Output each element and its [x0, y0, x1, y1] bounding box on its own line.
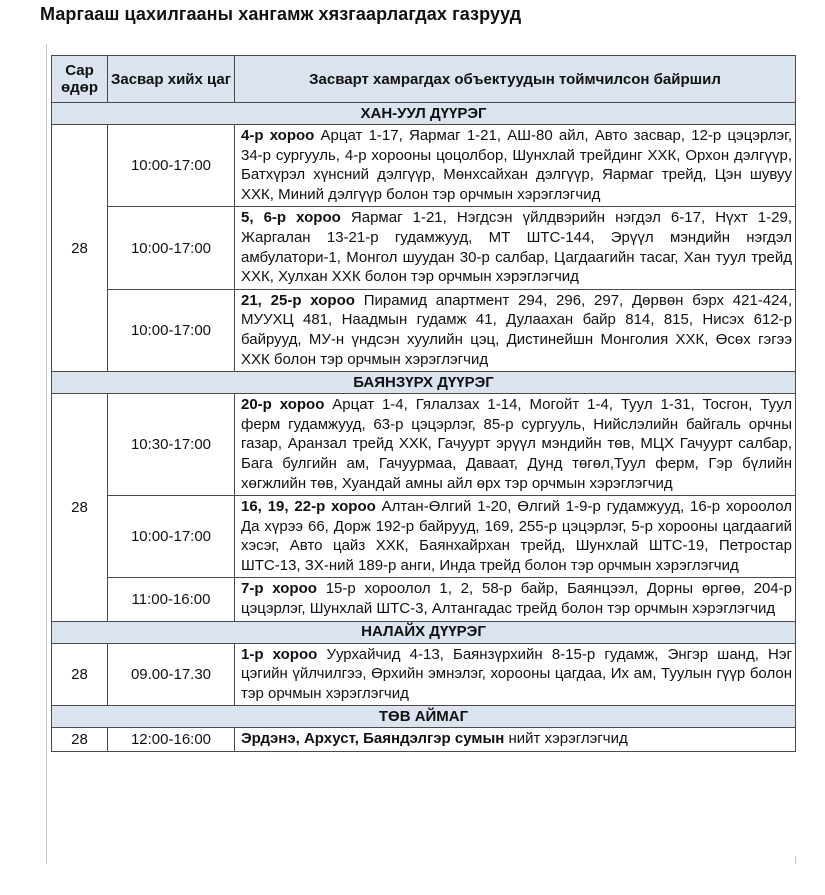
- time-cell: 10:00-17:00: [108, 207, 235, 289]
- district-name: БАЯНЗҮРХ ДҮҮРЭГ: [52, 372, 796, 394]
- location-text: нийт хэрэглэгчид: [504, 730, 628, 748]
- day-cell: 28: [52, 394, 108, 622]
- location-cell: [235, 125, 796, 207]
- table-row: [52, 289, 796, 371]
- district-name: ХАН-УУЛ ДҮҮРЭГ: [52, 103, 796, 125]
- district-name: ТӨВ АЙМАГ: [52, 706, 796, 728]
- khoroo-label: 21, 25-р хороо: [241, 291, 355, 309]
- district-row: [52, 103, 796, 125]
- time-cell: 12:00-16:00: [108, 728, 235, 752]
- location-cell: [235, 578, 796, 621]
- district-row: [52, 621, 796, 643]
- location-text: Уурхайчид 4-13, Баянзүрхийн 8-15-р гудамж, Энгэр шанд, Нэг цэгийн үйлчилгээ, Өрхийн эмнэлэг, хорооны цагдаа, Их ам, Туулын гүүр болон тэр орчмын хэрэглэгчид: [241, 645, 792, 702]
- location-cell: [235, 496, 796, 578]
- time-cell: 11:00-16:00: [108, 578, 235, 621]
- page-frame-line: [795, 856, 796, 864]
- table-row: [52, 207, 796, 289]
- location-text: Алтан-Өлгий 1-20, Өлгий 1-9-р гудамжууд, 16-р хороолол Да хүрээ 66, Дорж 192-р байрууд, 169, 255-р цэцэрлэг, 5-р хорооны цагдаагий хэсэг, Авто цайз ХХК, Баянхайрхан трейд, Шунхлай ШТС-19, Петростар ШТС-13, ЗХ-ний 189-р анги, Инда трейд болон тэр орчмын хэрэглэгчид: [241, 498, 792, 574]
- outage-schedule-table: [51, 55, 796, 752]
- table-row: [52, 125, 796, 207]
- khoroo-label: Эрдэнэ, Архуст, Баяндэлгэр сумын: [241, 730, 505, 748]
- khoroo-label: 20-р хороо: [241, 396, 325, 414]
- page-title: Маргааш цахилгааны хангамж хязгаарлагдах газрууд: [40, 4, 522, 24]
- schedule-table-container: [51, 55, 795, 752]
- location-cell: [235, 289, 796, 371]
- location-text: Пирамид апартмент 294, 296, 297, Дөрвөн бэрх 421-424, МУУХЦ 481, Наадмын гудамж 41, Дулаахан байр 814, 815, Нисэх 612-р байрууд, МУ-н үндсэн хуулийн цэц, Дистинейшн Монголия ХХК, Өсөх гэгээ ХХК болон тэр орчмын хэрэглэгчид: [241, 291, 792, 368]
- time-cell: 10:00-17:00: [108, 289, 235, 371]
- header-location: Засварт хамрагдах объектуудын тоймчилсон байршил: [235, 56, 796, 103]
- table-row: [52, 643, 796, 706]
- day-cell: 28: [52, 643, 108, 706]
- time-cell: 10:30-17:00: [108, 394, 235, 496]
- location-cell: [235, 643, 796, 706]
- district-row: [52, 706, 796, 728]
- page-frame-line: [46, 44, 47, 864]
- header-day: Сар өдөр: [52, 56, 108, 103]
- time-cell: 09.00-17.30: [108, 643, 235, 706]
- location-cell: [235, 207, 796, 289]
- day-cell: 28: [52, 125, 108, 372]
- khoroo-label: 4-р хороо: [241, 127, 315, 144]
- day-cell: 28: [52, 728, 108, 752]
- location-text: Арцат 1-4, Гялалзах 1-14, Могойт 1-4, Туул 1-31, Тосгон, Туул ферм гудамжууд, 63-р цэцэрлэг, 85-р сургууль, Нийслэлийн байгаль орчны газар, Аранзал трейд ХХК, Гачуурт эрүүл мэндийн төв, МЦХ Гачуурт салбар, Бага булгийн ам, Гачуурмаа, Даваат, Дунд төгөл,Туул ферм, Гэр бүлийн хөгжлийн төв, Хуандай амны айл өрх тэр орчмын хэрэглэгчид: [241, 396, 792, 492]
- khoroo-label: 5, 6-р хороо: [241, 209, 341, 227]
- time-cell: 10:00-17:00: [108, 125, 235, 207]
- table-row: [52, 394, 796, 496]
- khoroo-label: 1-р хороо: [241, 645, 318, 663]
- header-time: Засвар хийх цаг: [108, 56, 235, 103]
- table-row: [52, 578, 796, 621]
- table-row: [52, 496, 796, 578]
- location-cell: [235, 394, 796, 496]
- table-header-row: [52, 56, 796, 103]
- table-row: [52, 728, 796, 752]
- location-text: 15-р хороолол 1, 2, 58-р байр, Баянцээл, Дорны өргөө, 204-р цэцэрлэг, Шунхлай ШТС-3, Алтангадас трейд болон тэр орчмын хэрэглэгчид: [241, 580, 792, 618]
- location-text: Арцат 1-17, Яармаг 1-21, АШ-80 айл, Авто засвар, 12-р цэцэрлэг, 34-р сургууль, 4-р хорооны цоцолбор, Шунхлай трейдинг ХХК, Орхон дэлгүүр, Батхүрэл хүнсний дэлгүүр, Мөнхсайхан дэлгүүр, Яармаг трейд, Цэн шувуу ХХК, Миний дэлгүүр болон тэр орчмын хэрэглэгчид: [241, 127, 792, 203]
- district-row: [52, 372, 796, 394]
- location-cell: [235, 728, 796, 752]
- time-cell: 10:00-17:00: [108, 496, 235, 578]
- district-name: НАЛАЙХ ДҮҮРЭГ: [52, 621, 796, 643]
- khoroo-label: 7-р хороо: [241, 580, 317, 598]
- khoroo-label: 16, 19, 22-р хороо: [241, 498, 376, 516]
- location-text: Яармаг 1-21, Нэгдсэн үйлдвэрийн нэгдэл 6-17, Нүхт 1-29, Жаргалан 13-21-р гудамжууд, МТ ШТС-144, Эрүүл мэндийн нэгдэл амбулатори-1, Монгол шуудан 30-р салбар, Цагдаагийн тасаг, Хан туул трейд ХХК, Хулхан ХХК болон тэр орчмын хэрэглэгчид: [241, 209, 793, 286]
